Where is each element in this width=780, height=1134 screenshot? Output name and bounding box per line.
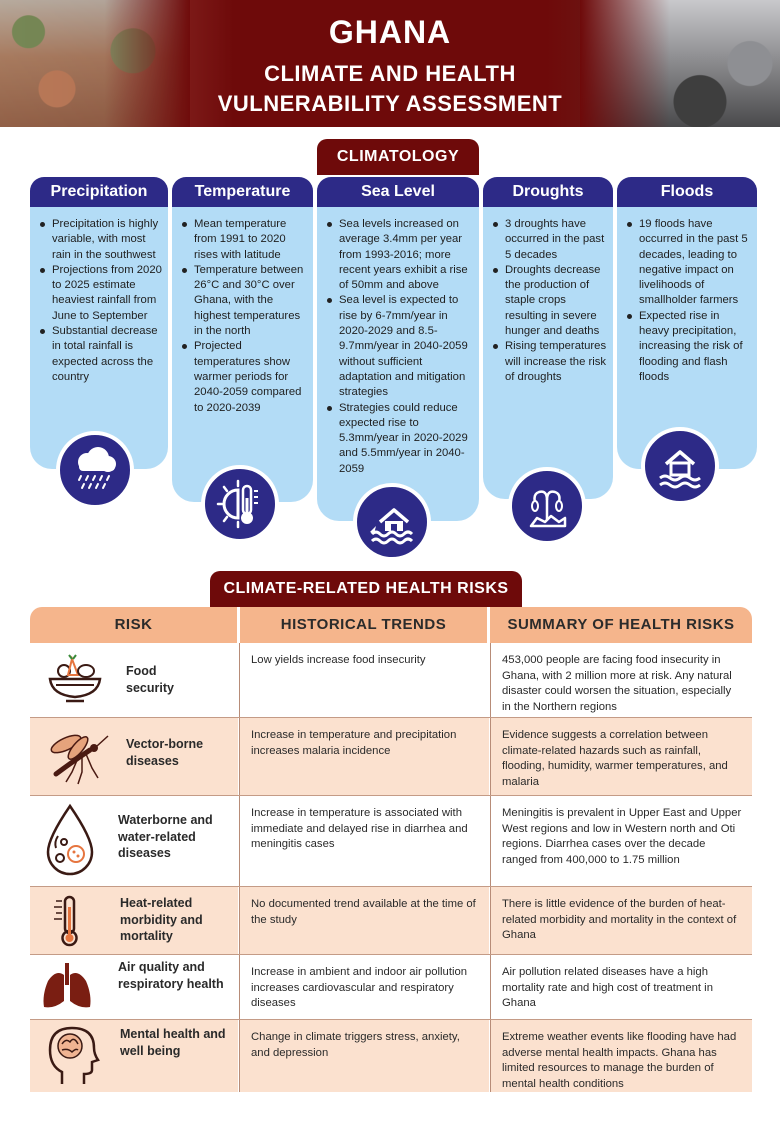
bullet: 19 floods have occurred in the past 5 decades, leading to negative impact on livelihoods of smallholder farmers [627, 217, 751, 309]
column-header-summary: SUMMARY OF HEALTH RISKS [490, 607, 752, 643]
column-header-risk: RISK [30, 607, 237, 643]
summary-cell: 453,000 people are facing food insecurity in Ghana, with 2 million more at risk. Any natural disaster could worsen the situation, especially in the Northern regions [490, 643, 752, 717]
climate-column-precipitation [30, 177, 168, 512]
flooded-house-icon [641, 427, 719, 505]
risk-name: Heat-related morbidity and mortality [120, 896, 203, 943]
table-row [30, 955, 752, 1019]
header-banner [0, 0, 780, 127]
trend-cell: No documented trend available at the time of the study [239, 887, 489, 954]
summary-cell: Meningitis is prevalent in Upper East and Upper West regions and low in Western north and Oti regions. Diarrhea cases over the decade ranged from 400,000 to 1.75 million [490, 796, 752, 886]
wilted-plant-icon [508, 467, 586, 545]
head-brain-icon [44, 1022, 102, 1094]
bullet: Sea levels increased on average 3.4mm per year from 1993-2016; more recent years exhibit a rise of 50mm and above [327, 217, 473, 293]
page-title: GHANA [328, 14, 452, 50]
summary-cell: Evidence suggests a correlation between climate-related hazards such as rainfall, flooding, humidity, warmer temperatures, and malaria [490, 718, 752, 795]
climate-column-droughts [483, 177, 613, 547]
trend-cell: Increase in temperature is associated with immediate and delayed rise in diarrhea and meningitis cases [239, 796, 489, 886]
lungs-icon [38, 961, 96, 1019]
bullet: Rising temperatures will increase the risk of droughts [493, 339, 607, 385]
climate-column-sea-level [317, 177, 479, 567]
table-row [30, 718, 752, 795]
bullet: Sea level is expected to rise by 6-7mm/year in 2020-2029 and 8.5-9.7mm/year in 2040-2059 without sufficient adaptation and mitigation strategies [327, 293, 473, 400]
rain-cloud-icon [56, 431, 134, 509]
risk-name: Mental health and well being [120, 1027, 226, 1058]
column-title: Droughts [483, 177, 613, 207]
health-risks-table [30, 607, 752, 1092]
trend-cell: Change in climate triggers stress, anxiety, and depression [239, 1020, 489, 1092]
page-subtitle: CLIMATE AND HEALTH VULNERABILITY ASSESSMENT [217, 61, 563, 116]
bullet: Mean temperature from 1991 to 2020 rises with latitude [182, 217, 307, 263]
trend-cell: Increase in temperature and precipitation increases malaria incidence [239, 718, 489, 795]
bullet: 3 droughts have occurred in the past 5 decades [493, 217, 607, 263]
table-row [30, 887, 752, 954]
food-bowl-icon [44, 651, 106, 709]
table-header [30, 607, 752, 643]
bullet: Temperature between 26°C and 30°C over Ghana, with the highest temperatures in the north [182, 263, 307, 339]
table-row [30, 643, 752, 717]
table-row [30, 1020, 752, 1092]
risk-name: Vector-borne diseases [126, 737, 204, 768]
bullet: Projected temperatures show warmer periods for 2040-2059 compared to 2020-2039 [182, 339, 307, 415]
table-row [30, 796, 752, 886]
health-risks-label: CLIMATE-RELATED HEALTH RISKS [210, 571, 522, 607]
bullet: Expected rise in heavy precipitation, increasing the risk of flooding and flash floods [627, 309, 751, 385]
risk-name: Air quality and respiratory health [118, 960, 224, 991]
column-header-historical-trends: HISTORICAL TRENDS [240, 607, 487, 643]
climate-column-floods [617, 177, 757, 509]
house-waves-icon [353, 483, 431, 561]
risk-name: Waterborne and water-related diseases [118, 813, 213, 860]
bullet: Substantial decrease in total rainfall is expected across the country [40, 324, 162, 385]
thermometer-icon [52, 893, 86, 955]
column-title: Floods [617, 177, 757, 207]
summary-cell: Extreme weather events like flooding have had adverse mental health impacts. Ghana has limited resources to manage the burden of mental health conditions [490, 1020, 752, 1092]
summary-cell: There is little evidence of the burden of heat-related morbidity and mortality in the context of Ghana [490, 887, 752, 954]
column-title: Precipitation [30, 177, 168, 207]
trend-cell: Increase in ambient and indoor air pollution increases cardiovascular and respiratory diseases [239, 955, 489, 1019]
bullet: Droughts decrease the production of staple crops resulting in severe hunger and deaths [493, 263, 607, 339]
column-title: Sea Level [317, 177, 479, 207]
risk-name: Food security [126, 664, 174, 695]
column-title: Temperature [172, 177, 313, 207]
summary-cell: Air pollution related diseases have a high mortality rate and high cost of treatment in Ghana [490, 955, 752, 1019]
bullet: Projections from 2020 to 2025 estimate heaviest rainfall from June to September [40, 263, 162, 324]
water-drop-germ-icon [42, 802, 98, 884]
mosquito-icon [42, 726, 112, 792]
climate-column-temperature [172, 177, 313, 542]
bullet: Precipitation is highly variable, with most rain in the southwest [40, 217, 162, 263]
sun-thermometer-icon [201, 465, 279, 543]
climatology-label: CLIMATOLOGY [317, 139, 479, 175]
trend-cell: Low yields increase food insecurity [239, 643, 489, 717]
bullet: Strategies could reduce expected rise to 5.3mm/year in 2020-2029 and 5.5mm/year in 2040-2059 [327, 401, 473, 477]
